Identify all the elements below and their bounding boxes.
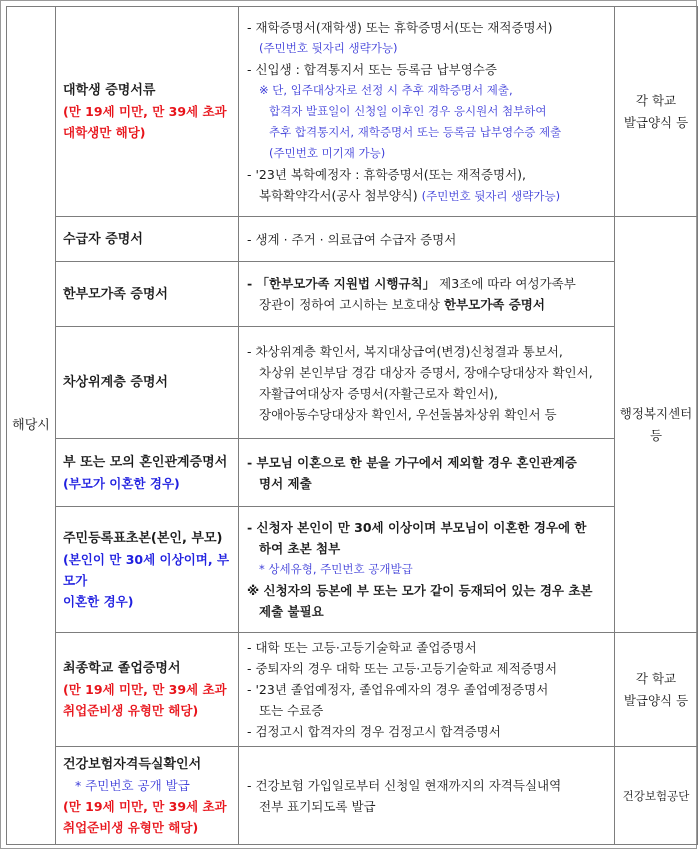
desc-line: - '23년 졸업예정자, 졸업유예자의 경우 졸업예정증명서 xyxy=(247,682,549,697)
desc-line: ※ 신청자의 등본에 부 또는 모가 같이 등재되어 있는 경우 초본 xyxy=(247,583,593,598)
desc-fragment: 한부모가족 증명서 xyxy=(443,297,545,312)
issuer-text: 각 학교 xyxy=(635,92,677,108)
description-cell xyxy=(239,747,615,845)
issuer-text: 발급양식 등 xyxy=(623,114,689,130)
issuer-cell xyxy=(615,747,698,845)
document-name: 한부모가족 증명서 xyxy=(63,286,168,302)
desc-line: 제출 불필요 xyxy=(259,604,324,619)
condition-text: (만 19세 미만, 만 39세 초과 xyxy=(63,682,227,697)
description-cell xyxy=(239,262,615,327)
desc-line: - 차상위계층 확인서, 복지대상급여(변경)신청결과 통보서, xyxy=(247,343,563,359)
condition-text: (만 19세 미만, 만 39세 초과 xyxy=(63,104,227,119)
issuer-cell xyxy=(615,217,698,633)
desc-line xyxy=(247,294,608,315)
table-row xyxy=(7,217,698,262)
desc-fragment: (주민번호 뒷자리 생략가능) xyxy=(421,188,561,203)
desc-fragment: 복학확약각서(공사 첨부양식) xyxy=(259,187,418,203)
required-documents-table xyxy=(6,6,698,845)
table-row xyxy=(7,747,698,845)
issuer-text: 행정복지센터 xyxy=(619,405,693,421)
desc-line: - 중퇴자의 경우 대학 또는 고등·고등기술학교 제적증명서 xyxy=(247,661,558,676)
desc-fragment: 제3조에 따라 여성가족부 xyxy=(439,276,576,291)
desc-line: (주민번호 뒷자리 생략가능) xyxy=(259,40,398,55)
issuer-text: 발급양식 등 xyxy=(623,692,689,708)
issuer-cell xyxy=(615,7,698,217)
document-name-cell xyxy=(56,633,239,747)
document-name: 수급자 증명서 xyxy=(63,231,143,247)
description-cell xyxy=(239,7,615,217)
desc-line: - '23년 복학예정자 : 휴학증명서(또는 재적증명서), xyxy=(247,166,527,182)
condition-text: 이혼한 경우) xyxy=(63,593,134,609)
document-name-cell xyxy=(56,7,239,217)
issuer-text: 각 학교 xyxy=(635,670,677,686)
description-cell xyxy=(239,507,615,633)
category-label: 해당시 xyxy=(12,418,50,433)
document-name: 대학생 증명서류 xyxy=(63,83,156,98)
desc-line: 자활급여대상자 증명서(자활근로자 확인서), xyxy=(259,385,499,401)
desc-line: - 신청자 본인이 만 30세 이상이며 부모님이 이혼한 경우에 한 xyxy=(247,520,587,535)
desc-line: 전부 표기되도록 발급 xyxy=(259,798,376,814)
table-row xyxy=(7,633,698,747)
document-name-cell xyxy=(56,262,239,327)
condition-text: (부모가 이혼한 경우) xyxy=(63,475,180,491)
desc-line: - 검정고시 합격자의 경우 검정고시 합격증명서 xyxy=(247,724,501,739)
issuer-cell xyxy=(615,633,698,747)
note-text: * 주민번호 공개 발급 xyxy=(75,777,190,793)
document-name-cell xyxy=(56,747,239,845)
description-cell xyxy=(239,439,615,507)
document-name-cell xyxy=(56,439,239,507)
desc-line: 명서 제출 xyxy=(259,475,312,491)
condition-text: (만 19세 미만, 만 39세 초과 xyxy=(63,798,227,814)
desc-line: 추후 합격통지서, 재학증명서 또는 등록금 납부영수증 제출 xyxy=(269,124,562,139)
desc-line: 또는 수료증 xyxy=(259,703,324,718)
desc-line: - 생계 · 주거 · 의료급여 수급자 증명서 xyxy=(247,231,457,247)
desc-line: 하여 초본 첨부 xyxy=(259,541,341,556)
table-row xyxy=(7,439,698,507)
desc-line: * 상세유형, 주민번호 공개발급 xyxy=(259,562,413,576)
issuer-text: 건강보험공단 xyxy=(622,788,690,803)
document-name-cell xyxy=(56,507,239,633)
issuer-text: 등 xyxy=(649,427,663,443)
table-row xyxy=(7,262,698,327)
desc-line: 차상위 본인부담 경감 대상자 증명서, 장애수당대상자 확인서, xyxy=(259,364,593,380)
document-name: 부 또는 모의 혼인관계증명서 xyxy=(63,454,228,470)
document-name: 최종학교 졸업증명서 xyxy=(63,661,181,676)
document-name: 주민등록표초본(본인, 부모) xyxy=(63,530,223,546)
desc-line xyxy=(247,185,608,207)
desc-line: - 대학 또는 고등·고등기술학교 졸업증명서 xyxy=(247,640,477,655)
desc-line: 합격자 발표일이 신청일 이후인 경우 응시원서 첨부하여 xyxy=(269,103,547,118)
desc-line: - 재학증명서(재학생) 또는 휴학증명서(또는 재적증명서) xyxy=(247,19,553,35)
document-name: 건강보험자격득실확인서 xyxy=(63,756,202,772)
document-name: 차상위계층 증명서 xyxy=(63,375,168,390)
description-cell xyxy=(239,217,615,262)
desc-line: - 건강보험 가입일로부터 신청일 현재까지의 자격득실내역 xyxy=(247,777,562,793)
condition-text: (본인이 만 30세 이상이며, 부모가 xyxy=(63,551,230,588)
condition-text: 취업준비생 유형만 해당) xyxy=(63,819,199,835)
table-row xyxy=(7,507,698,633)
description-cell xyxy=(239,327,615,439)
table-row xyxy=(7,327,698,439)
condition-text: 취업준비생 유형만 해당) xyxy=(63,703,199,718)
desc-line: 장애아동수당대상자 확인서, 우선돌봄차상위 확인서 등 xyxy=(259,406,557,422)
condition-text: 대학생만 해당) xyxy=(63,125,146,140)
desc-line: - 부모님 이혼으로 한 분을 가구에서 제외할 경우 혼인관계증 xyxy=(247,454,577,470)
document-name-cell xyxy=(56,217,239,262)
desc-fragment: 장관이 정하여 고시하는 보호대상 xyxy=(259,297,440,312)
desc-line: (주민번호 미기재 가능) xyxy=(269,145,386,160)
document-name-cell xyxy=(56,327,239,439)
desc-fragment: - 「한부모가족 지원법 시행규칙」 xyxy=(247,276,436,291)
desc-line: ※ 단, 입주대상자로 선정 시 추후 재학증명서 제출, xyxy=(259,82,513,97)
desc-line xyxy=(247,273,608,294)
desc-line: - 신입생 : 합격통지서 또는 등록금 납부영수증 xyxy=(247,61,497,77)
category-cell xyxy=(7,7,56,845)
table-row xyxy=(7,7,698,217)
description-cell xyxy=(239,633,615,747)
